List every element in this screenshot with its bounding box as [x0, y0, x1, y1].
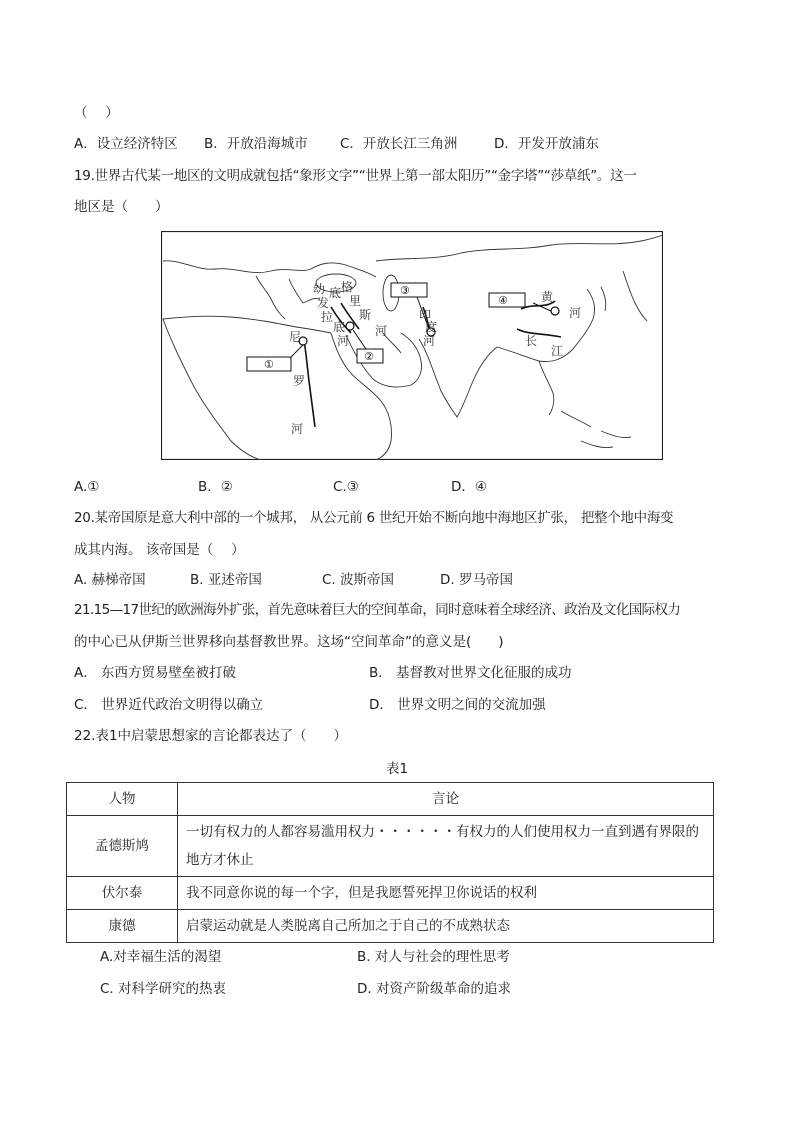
- header-person: 人物: [67, 783, 178, 816]
- world-map: [161, 231, 663, 460]
- yellow-label-1: 黄: [541, 290, 554, 304]
- q19-option-a[interactable]: A.①: [74, 479, 100, 495]
- euphrates-label-4: 底: [333, 320, 346, 334]
- nile-label-2: 罗: [293, 374, 306, 388]
- indus-label-3: 河: [423, 334, 436, 348]
- row-quote: 我不同意你说的每一个字，但是我愿誓死捍卫你说话的权利: [178, 877, 714, 910]
- row-quote: 一切有权力的人都容易滥用权力・・・・・・有权力的人们使用权力一直到遇有界限的地方才休止: [178, 816, 714, 877]
- nile-label-1: 尼: [289, 330, 302, 344]
- row-quote: 启蒙运动就是人类脱离自己所加之于自己的不成熟状态: [178, 910, 714, 943]
- q21-option-a[interactable]: A． 东西方贸易壁垒被打破: [74, 665, 237, 681]
- q22-option-a[interactable]: A.对幸福生活的渴望: [100, 949, 222, 965]
- marker-dot-2: [346, 322, 354, 330]
- marker-1-label: ①: [264, 358, 274, 371]
- yellow-label-2: 河: [569, 306, 582, 320]
- q18-option-c[interactable]: C．开放长江三角洲: [340, 136, 458, 152]
- tigris-label-2: 格: [341, 280, 354, 294]
- q22-option-b[interactable]: B. 对人与社会的理性思考: [357, 949, 510, 965]
- q18-option-b[interactable]: B．开放沿海城市: [204, 136, 308, 152]
- nile-label-3: 河: [291, 422, 304, 436]
- table-caption: 表1: [385, 761, 409, 777]
- q20-option-c[interactable]: C. 波斯帝国: [322, 572, 395, 588]
- row-person: 孟德斯鸠: [67, 816, 178, 877]
- q21-option-d[interactable]: D． 世界文明之间的交流加强: [369, 697, 546, 713]
- q19-option-d[interactable]: D．④: [451, 479, 487, 495]
- table-header-row: [67, 783, 714, 816]
- euphrates-label-5: 河: [337, 334, 350, 348]
- q19-option-c[interactable]: C.③: [333, 479, 359, 495]
- yangtze-label-1: 长: [525, 334, 538, 348]
- q19-option-b[interactable]: B．②: [198, 479, 233, 495]
- table-row: [67, 910, 714, 943]
- row-person: 康德: [67, 910, 178, 943]
- marker-3-label: ③: [400, 284, 410, 297]
- row-person: 伏尔泰: [67, 877, 178, 910]
- q21-option-c[interactable]: C． 世界近代政治文明得以确立: [74, 697, 264, 713]
- q22-option-c[interactable]: C. 对科学研究的热衷: [100, 981, 227, 997]
- euphrates-label-1: 幼: [313, 282, 326, 296]
- q18-option-a[interactable]: A．设立经济特区: [74, 136, 178, 152]
- indus-label-1: 印: [419, 308, 432, 322]
- q20-stem-cont: 成其内海。 该帝国是（ ）: [74, 542, 245, 558]
- q20-option-a[interactable]: A. 赫梯帝国: [74, 572, 146, 588]
- tigris-label-5: 河: [375, 324, 388, 338]
- q21-option-b[interactable]: B． 基督教对世界文化征服的成功: [369, 665, 572, 681]
- q21-stem: 21.15—17世纪的欧洲海外扩张，首先意味着巨大的空间革命，同时意味着全球经济、政治及文化国际权力: [74, 602, 681, 618]
- q21-stem-cont: 的中心已从伊斯兰世界移向基督教世界。这场“空间革命”的意义是( ): [74, 634, 504, 650]
- tigris-label-4: 斯: [359, 308, 372, 322]
- q18-option-d[interactable]: D．开发开放浦东: [494, 136, 599, 152]
- tigris-label-3: 里: [349, 294, 362, 308]
- q19-stem-cont: 地区是（ ）: [74, 199, 169, 215]
- indus-label-2: 度: [425, 320, 438, 334]
- yangtze-label-2: 江: [551, 344, 564, 358]
- thinkers-table: [66, 782, 714, 943]
- q22-stem: 22.表1中启蒙思想家的言论都表达了（ ）: [74, 728, 348, 744]
- table-row: [67, 877, 714, 910]
- q20-option-b[interactable]: B. 亚述帝国: [190, 572, 262, 588]
- q20-stem: 20.某帝国原是意大利中部的一个城邦， 从公元前 6 世纪开始不断向地中海地区扩张， 把整个地中海变: [74, 510, 674, 526]
- q20-option-d[interactable]: D. 罗马帝国: [440, 572, 513, 588]
- euphrates-label-2: 发: [317, 296, 330, 310]
- table-row: [67, 816, 714, 877]
- marker-dot-4: [551, 307, 559, 315]
- q22-option-d[interactable]: D. 对资产阶级革命的追求: [357, 981, 511, 997]
- q19-stem: 19.世界古代某一地区的文明成就包括“象形文字”“世界上第一部太阳历”“金字塔”“莎草纸”。这一: [74, 168, 637, 184]
- euphrates-label-3: 拉: [321, 310, 334, 324]
- header-quote: 言论: [178, 783, 714, 816]
- tigris-label-1: 底: [329, 286, 342, 300]
- marker-4-label: ④: [498, 294, 508, 307]
- q18-bracket: （ ）: [74, 105, 119, 121]
- marker-2-label: ②: [364, 350, 374, 363]
